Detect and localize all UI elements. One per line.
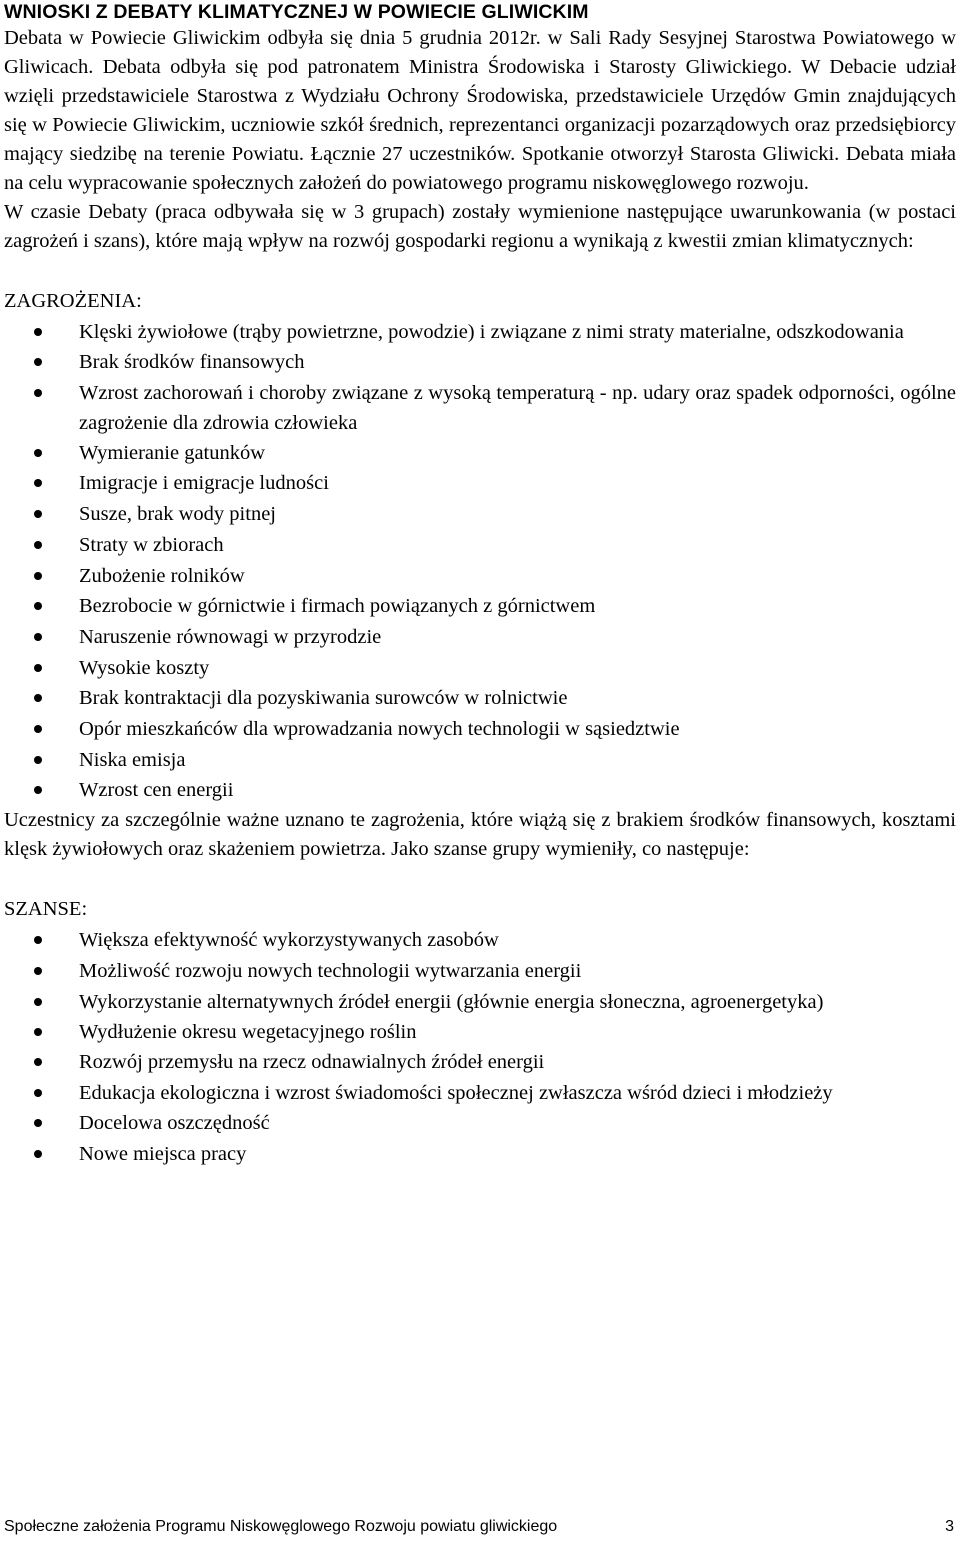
list-item: Naruszenie równowagi w przyrodzie <box>4 622 956 653</box>
list-item: Większa efektywność wykorzystywanych zasobów <box>4 925 956 956</box>
bullet-icon <box>34 1028 42 1036</box>
bullet-icon <box>34 633 42 641</box>
opportunities-list <box>4 925 956 1169</box>
opportunities-heading: SZANSE: <box>4 898 88 921</box>
summary-paragraph: Uczestnicy za szczególnie ważne uznano te zagrożenia, które wiążą się z brakiem środków finansowych, kosztami klęsk żywiołowych oraz skażeniem powietrza. Jako szanse grupy wymieniły, co następuje: <box>4 809 956 861</box>
threats-heading: ZAGROŻENIA: <box>4 290 142 312</box>
list-item: Wykorzystanie alternatywnych źródeł energii (głównie energia słoneczna, agroenergetyka) <box>4 987 956 1017</box>
bullet-icon <box>34 479 42 487</box>
page-footer <box>4 1517 954 1537</box>
list-item: Docelowa oszczędność <box>4 1108 956 1139</box>
bullet-icon <box>34 541 42 549</box>
intro-paragraph: Debata w Powiecie Gliwickim odbyła się dnia 5 grudnia 2012r. w Sali Rady Sesyjnej Starostwa Powiatowego w Gliwicach. Debata odbyła się pod patronatem Ministra Środowiska i Starosty Gliwickiego. W Debacie udział wzięli przedstawiciele Starostwa z Wydziału Ochrony Środowiska, przedstawiciele Urzędów Gmin znajdujących się w Powiecie Gliwickim, uczniowie szkół średnich, reprezentanci organizacji pozarządowych oraz przedsiębiorcy mający siedzibę na terenie Powiatu. Łącznie 27 uczestników. Spotkanie otworzył Starosta Gliwicki. Debata miała na celu wypracowanie społecznych założeń do powiatowego programu niskowęglowego rozwoju. <box>4 27 956 194</box>
bullet-icon <box>34 358 42 366</box>
list-item: Wydłużenie okresu wegetacyjnego roślin <box>4 1017 956 1048</box>
list-item: Opór mieszkańców dla wprowadzania nowych technologii w sąsiedztwie <box>4 714 956 745</box>
bullet-icon <box>34 694 42 702</box>
footer-text: Społeczne założenia Programu Niskowęglowego Rozwoju powiatu gliwickiego <box>4 1518 558 1535</box>
list-item: Straty w zbiorach <box>4 530 956 561</box>
bullet-icon <box>34 510 42 518</box>
document-page <box>4 0 956 1169</box>
list-item: Wymieranie gatunków <box>4 438 956 469</box>
bullet-icon <box>34 449 42 457</box>
bullet-icon <box>34 967 42 975</box>
list-item: Susze, brak wody pitnej <box>4 499 956 530</box>
list-item: Imigracje i emigracje ludności <box>4 468 956 499</box>
page-number: 3 <box>945 1518 954 1535</box>
bullet-icon <box>34 572 42 580</box>
list-item: Zubożenie rolników <box>4 561 956 592</box>
bullet-icon <box>34 725 42 733</box>
bullet-icon <box>34 936 42 944</box>
bullet-icon <box>34 756 42 764</box>
list-item: Wysokie koszty <box>4 653 956 684</box>
list-item: Nowe miejsca pracy <box>4 1139 956 1170</box>
list-item: Brak kontraktacji dla pozyskiwania surowców w rolnictwie <box>4 683 956 714</box>
list-item: Możliwość rozwoju nowych technologii wytwarzania energii <box>4 956 956 987</box>
list-item: Edukacja ekologiczna i wzrost świadomości społecznej zwłaszcza wśród dzieci i młodzieży <box>4 1078 956 1108</box>
bullet-icon <box>34 664 42 672</box>
list-item: Wzrost zachorowań i choroby związane z wysoką temperaturą - np. udary oraz spadek odporności, ogólne zagrożenie dla zdrowia człowieka <box>4 378 956 438</box>
list-item: Wzrost cen energii <box>4 775 956 806</box>
context-paragraph: W czasie Debaty (praca odbywała się w 3 grupach) zostały wymienione następujące uwarunkowania (w postaci zagrożeń i szans), które mają wpływ na rozwój gospodarki regionu a wynikają z kwestii zmian klimatycznych: <box>4 201 956 252</box>
list-item: Bezrobocie w górnictwie i firmach powiązanych z górnictwem <box>4 591 956 622</box>
list-item: Klęski żywiołowe (trąby powietrzne, powodzie) i związane z nimi straty materialne, odszkodowania <box>4 317 956 347</box>
bullet-icon <box>34 1089 42 1097</box>
list-item: Rozwój przemysłu na rzecz odnawialnych źródeł energii <box>4 1047 956 1078</box>
bullet-icon <box>34 998 42 1006</box>
bullet-icon <box>34 786 42 794</box>
bullet-icon <box>34 1058 42 1066</box>
list-item: Brak środków finansowych <box>4 347 956 378</box>
bullet-icon <box>34 389 42 397</box>
bullet-icon <box>34 328 42 336</box>
bullet-icon <box>34 1150 42 1158</box>
bullet-icon <box>34 1119 42 1127</box>
bullet-icon <box>34 602 42 610</box>
threats-list <box>4 317 956 806</box>
list-item: Niska emisja <box>4 745 956 776</box>
document-title: WNIOSKI Z DEBATY KLIMATYCZNEJ W POWIECIE GLIWICKIM <box>4 1 589 23</box>
